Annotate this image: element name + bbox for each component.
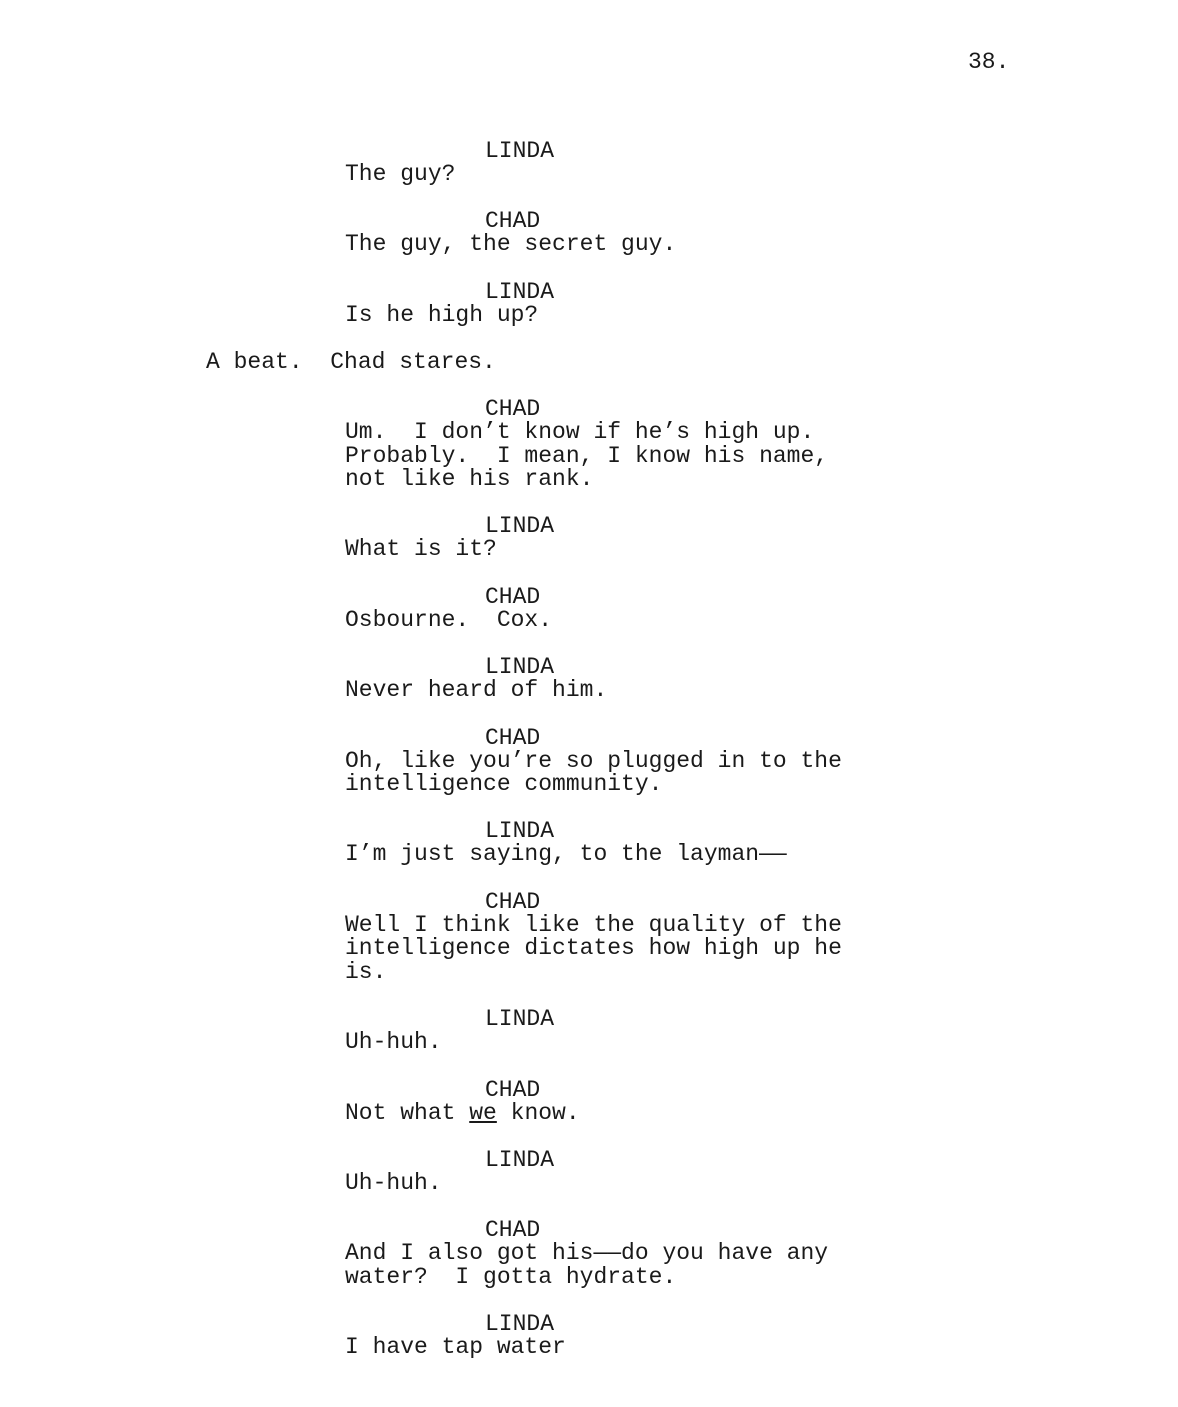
dialogue-line: intelligence dictates how high up he [345,935,842,962]
character-name: LINDA [485,818,555,845]
dialogue-line: Oh, like you’re so plugged in to the [345,747,842,774]
dialogue-block [0,726,1178,797]
dialogue-block [0,819,1178,866]
dialogue-line: And I also got his——do you have any [345,1240,829,1267]
dialogue-block [0,655,1178,702]
dialogue-line: Osbourne. Cox. [345,606,553,633]
dialogue-block [0,1148,1178,1195]
dialogue-block [0,397,1178,491]
dialogue-block [0,1218,1178,1289]
character-name: CHAD [485,208,541,235]
dialogue-line: Is he high up? [345,301,539,328]
character-name: CHAD [485,1217,541,1244]
page-number: 38. [968,49,1010,75]
character-name: LINDA [485,513,555,540]
dialogue-line: Well I think like the quality of the [345,911,842,938]
character-name: CHAD [485,1076,541,1103]
dialogue-line: is. [345,958,387,985]
dialogue-line: Uh-huh. [345,1169,442,1196]
dialogue-block [0,209,1178,256]
dialogue-line: The guy? [345,161,456,187]
dialogue-block [0,1312,1178,1359]
dialogue-block [0,1078,1178,1125]
dialogue-line: water? I gotta hydrate. [345,1263,677,1290]
character-name: CHAD [485,583,541,610]
dialogue-line: not like his rank. [345,466,594,493]
script-body [0,139,1178,1360]
emphasized-word: we [469,1099,497,1126]
character-name: LINDA [485,138,555,164]
character-name: CHAD [485,724,541,751]
dialogue-line: Uh-huh. [345,1029,442,1056]
dialogue-line: Um. I don’t know if he’s high up. [345,419,815,446]
dialogue-line: I have tap water [345,1334,566,1361]
character-name: CHAD [485,396,541,423]
dialogue-line: Never heard of him. [345,677,608,704]
dialogue-block [0,514,1178,561]
character-name: CHAD [485,888,541,915]
dialogue-text: Not what [345,1099,470,1126]
character-name: LINDA [485,1311,555,1338]
dialogue-line: Probably. I mean, I know his name, [345,442,829,469]
dialogue-block [0,585,1178,632]
character-name: LINDA [485,654,555,681]
character-name: LINDA [485,1006,555,1033]
dialogue-line: The guy, the secret guy. [345,231,677,258]
dialogue-line [0,1099,1178,1126]
dialogue-line: intelligence community. [345,771,663,798]
dialogue-block [0,139,1178,186]
action-line: A beat. Chad stares. [206,349,496,376]
dialogue-line: What is it? [345,536,497,563]
character-name: LINDA [485,278,555,305]
dialogue-text: know. [496,1099,580,1126]
dialogue-block [0,1007,1178,1054]
dialogue-line: I’m just saying, to the layman—— [345,841,787,868]
dialogue-block [0,890,1178,984]
character-name: LINDA [485,1146,555,1173]
dialogue-block [0,280,1178,327]
